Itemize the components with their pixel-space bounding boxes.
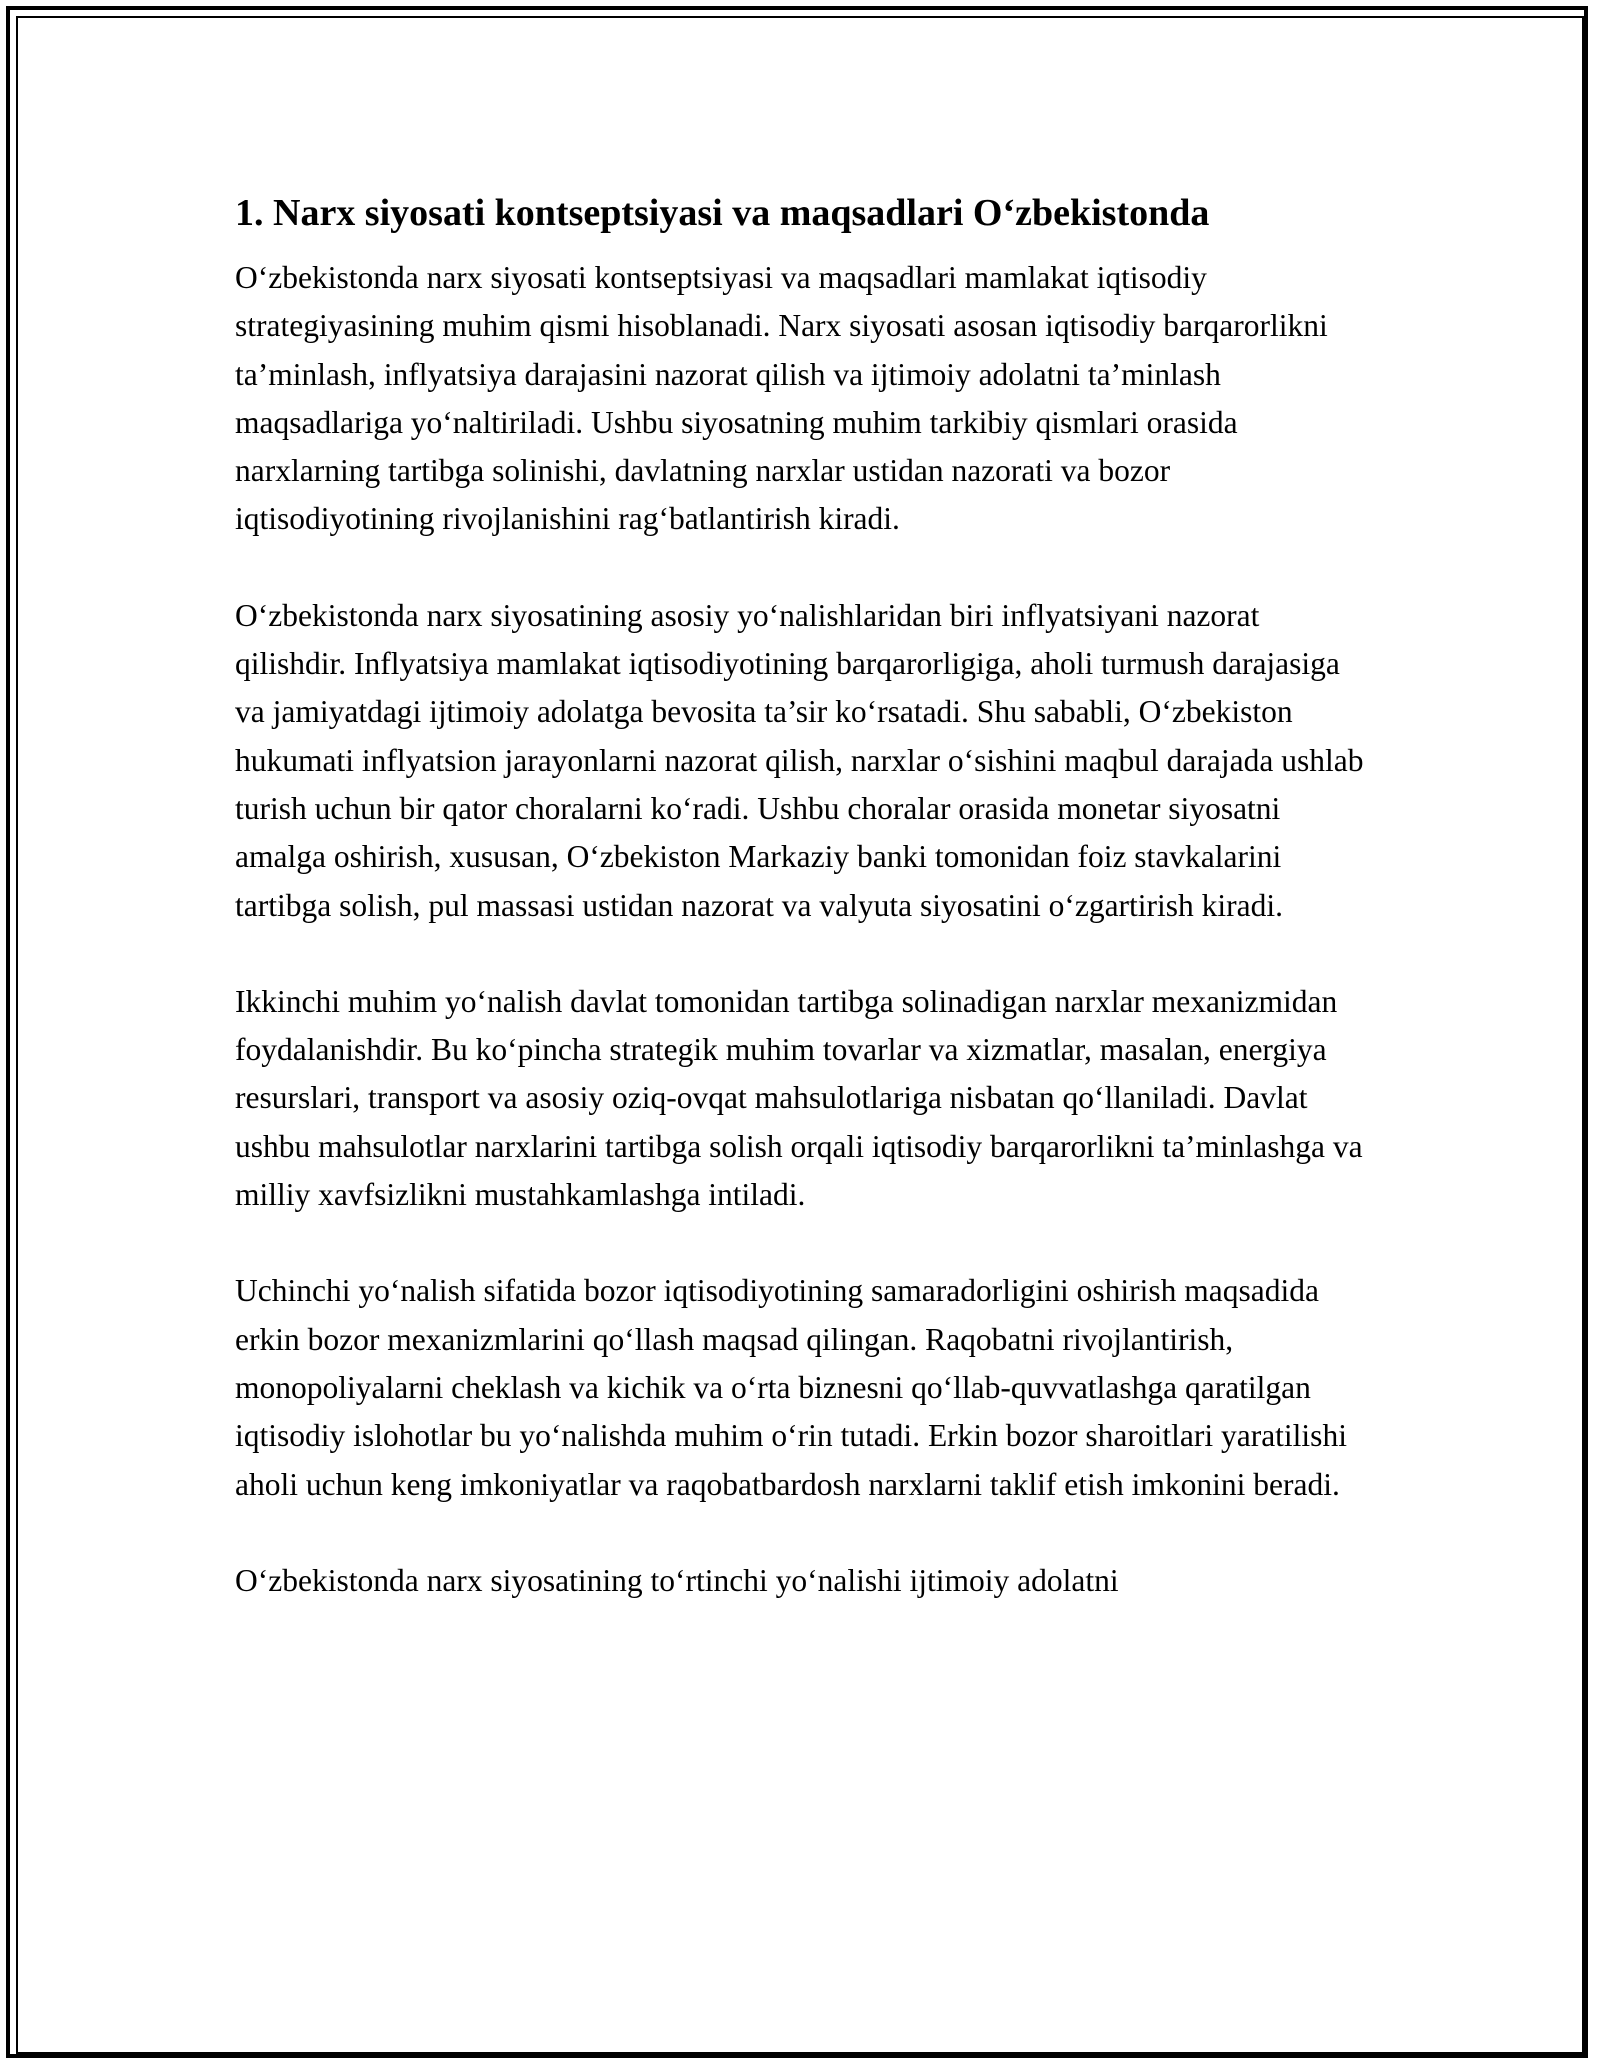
paragraph-5: O‘zbekistonda narx siyosatining to‘rtinchi yo‘nalishi ijtimoiy adolatni bbox=[235, 1562, 1119, 1598]
paragraph-1: O‘zbekistonda narx siyosati kontseptsiyasi va maqsadlari mamlakat iqtisodiy strategiyasining muhim qismi hisoblanadi. Narx siyosati asosan iqtisodiy barqarorlikni ta’minlash, inflyatsiya darajasini nazorat qilish va ijtimoiy adolatni ta’minlash maqsadlariga yo‘naltiriladi. Ushbu siyosatning muhim tarkibiy qismlari orasida narxlarning tartibga solinishi, davlatning narxlar ustidan nazorati va bozor iqtisodiyotining rivojlanishini rag‘batlantirish kiradi. bbox=[235, 260, 1328, 537]
paragraph-3: Ikkinchi muhim yo‘nalish davlat tomonidan tartibga solinadigan narxlar mexanizmidan foydalanishdir. Bu ko‘pincha strategik muhim tovarlar va xizmatlar, masalan, energiya resurslari, transport va asosiy oziq-ovqat mahsulotlariga nisbatan qo‘llaniladi. Davlat ushbu mahsulotlar narxlarini tartibga solish orqali iqtisodiy barqarorlikni ta’minlashga va milliy xavfsizlikni mustahkamlashga intiladi. bbox=[235, 983, 1363, 1213]
document-body bbox=[235, 188, 1370, 1653]
paragraph-2: O‘zbekistonda narx siyosatining asosiy yo‘nalishlaridan biri inflyatsiyani nazorat qilishdir. Inflyatsiya mamlakat iqtisodiyotining barqarorligiga, aholi turmush darajasiga va jamiyatdagi ijtimoiy adolatga bevosita ta’sir ko‘rsatadi. Shu sababli, O‘zbekiston hukumati inflyatsion jarayonlarni nazorat qilish, narxlar o‘sishini maqbul darajada ushlab turish uchun bir qator choralarni ko‘radi. Ushbu choralar orasida monetar siyosatni amalga oshirish, xususan, O‘zbekiston Markaziy banki tomonidan foiz stavkalarini tartibga solish, pul massasi ustidan nazorat va valyuta siyosatini o‘zgartirish kiradi. bbox=[235, 597, 1364, 923]
paragraph-4: Uchinchi yo‘nalish sifatida bozor iqtisodiyotining samaradorligini oshirish maqsadida erkin bozor mexanizmlarini qo‘llash maqsad qilingan. Raqobatni rivojlantirish, monopoliyalarni cheklash va kichik va o‘rta biznesni qo‘llab-quvvatlashga qaratilgan iqtisodiy islohotlar bu yo‘nalishda muhim o‘rin tutadi. Erkin bozor sharoitlari yaratilishi aholi uchun keng imkoniyatlar va raqobatbardosh narxlarni taklif etish imkonini beradi. bbox=[235, 1273, 1347, 1502]
section-heading: 1. Narx siyosati kontseptsiyasi va maqsadlari O‘zbekistonda bbox=[235, 192, 1210, 234]
